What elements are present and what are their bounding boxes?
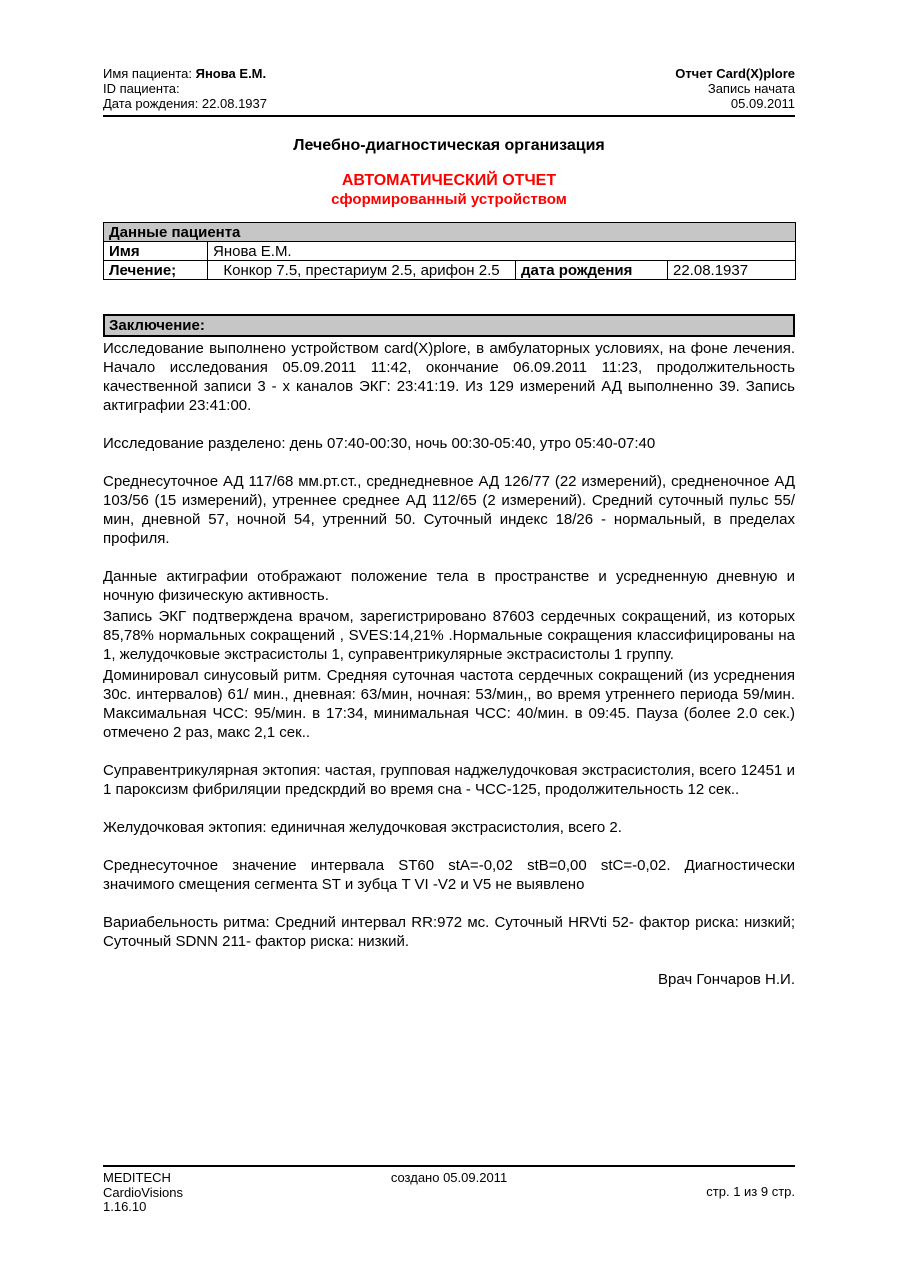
footer-created-date: создано 05.09.2011	[390, 1170, 508, 1185]
table-row	[104, 242, 796, 261]
footer-page-number: стр. 1 из 9 стр.	[706, 1184, 796, 1199]
table-header-row	[104, 223, 796, 242]
patient-name-value: Янова Е.М.	[195, 66, 267, 81]
patient-table-header: Данные пациента	[104, 223, 796, 242]
doctor-signature: Врач Гончаров Н.И.	[657, 971, 795, 988]
patient-id-line: ID пациента:	[103, 81, 180, 96]
conclusion-paragraph: Среднесуточное значение интервала ST60 stA=-0,02 stB=0,00 stC=-0,02. Диагностически значимого смещения сегмента ST и зубца T VI -V2 и V5 не выявлено	[103, 857, 795, 893]
page-footer	[103, 1165, 795, 1215]
treatment-label-cell: Лечение;	[104, 261, 208, 280]
record-started-date: 05.09.2011	[730, 96, 795, 111]
conclusion-paragraph: Доминировал синусовый ритм. Средняя суточная частота сердечных сокращений (из усреднения 30с. интервалов) 61/ мин., дневная: 63/мин, ночная: 53/мин,, во время утреннего периода 59/мин. Максимальная ЧСС: 95/мин. в 17:34, минимальная ЧСС: 40/мин. в 09:45. Пауза (более 2.0 сек.) отмечено 2 раз, макс 2,1 сек..	[103, 667, 795, 741]
patient-name-label: Имя пациента:	[103, 66, 192, 81]
conclusion-paragraph: Исследование разделено: день 07:40-00:30, ночь 00:30-05:40, утро 05:40-07:40	[103, 435, 656, 452]
footer-product-name: CardioVisions	[103, 1184, 183, 1200]
auto-report-title-line2: сформированный устройством	[331, 191, 567, 208]
conclusion-paragraph: Желудочковая эктопия: единичная желудочковая экстрасистолия, всего 2.	[103, 819, 622, 836]
name-label-cell: Имя	[104, 242, 208, 261]
footer-columns	[103, 1171, 795, 1215]
conclusion-paragraph: Суправентрикулярная эктопия: частая, групповая наджелудочковая экстрасистолия, всего 12451 и 1 пароксизм фибриляции предскрдий во время сна - ЧСС-125, продолжительность 12 сек..	[103, 762, 795, 798]
auto-report-title	[103, 171, 795, 209]
header-patient-block	[103, 66, 267, 111]
footer-version: 1.16.10	[103, 1199, 147, 1214]
auto-report-title-line1: АВТОМАТИЧЕСКИЙ ОТЧЕТ	[341, 172, 557, 189]
conclusion-paragraph: Вариабельность ритма: Средний интервал RR:972 мс. Суточный HRVti 52- фактор риска: низкий; Суточный SDNN 211- фактор риска: низкий.	[103, 914, 795, 950]
table-row	[104, 261, 796, 280]
birth-value-cell: 22.08.1937	[668, 261, 796, 280]
patient-birth-line: Дата рождения: 22.08.1937	[103, 96, 267, 111]
report-type-title: Отчет Card(X)plore	[675, 66, 795, 81]
conclusion-paragraph: Исследование выполнено устройством card(X)plore, в амбулаторных условиях, на фоне лечения. Начало исследования 05.09.2011 11:42, окончание 06.09.2011 11:23, продолжительность качественной записи 3 - х каналов ЭКГ: 23:41:19. Из 129 измерений АД выполненно 39. Запись актиграфии 23:41:00.	[103, 340, 795, 414]
patient-data-table	[103, 222, 796, 280]
record-started-label: Запись начата	[707, 81, 795, 96]
patient-name-line	[103, 66, 267, 81]
name-value-cell: Янова Е.М.	[208, 242, 796, 261]
header-report-block	[675, 66, 795, 111]
report-content	[103, 66, 795, 989]
conclusion-paragraph: Данные актиграфии отображают положение тела в пространстве и усредненную дневную и ночную физическую активность.	[103, 568, 795, 604]
organization-title: Лечебно-диагностическая организация	[293, 137, 605, 154]
treatment-value-cell: Конкор 7.5, престариум 2.5, арифон 2.5	[208, 261, 516, 280]
conclusion-paragraph: Запись ЭКГ подтверждена врачом, зарегистрировано 87603 сердечных сокращений, из которых 85,78% нормальных сокращений , SVES:14,21% .Нормальные сокращения классифицированы на 1, желудочковые экстрасистолы 1, суправентрикулярные экстрасистолы 1 группу.	[103, 608, 795, 663]
document-header	[103, 66, 795, 111]
footer-divider-line	[103, 1165, 795, 1167]
conclusion-section-header: Заключение:	[103, 314, 795, 337]
footer-vendor-block	[103, 1171, 334, 1215]
conclusion-paragraph: Среднесуточное АД 117/68 мм.рт.ст., среднедневное АД 126/77 (22 измерений), средненочное АД 103/56 (15 измерений), утреннее среднее АД 112/65 (2 измерений). Средний суточный пульс 55/мин, дневной 57, ночной 54, утренний 50. Суточный индекс 18/26 - нормальный, в пределах профиля.	[103, 473, 795, 547]
footer-vendor-name: MEDITECH	[103, 1170, 171, 1185]
birth-label-cell: дата рождения	[516, 261, 668, 280]
header-divider-line	[103, 115, 795, 117]
